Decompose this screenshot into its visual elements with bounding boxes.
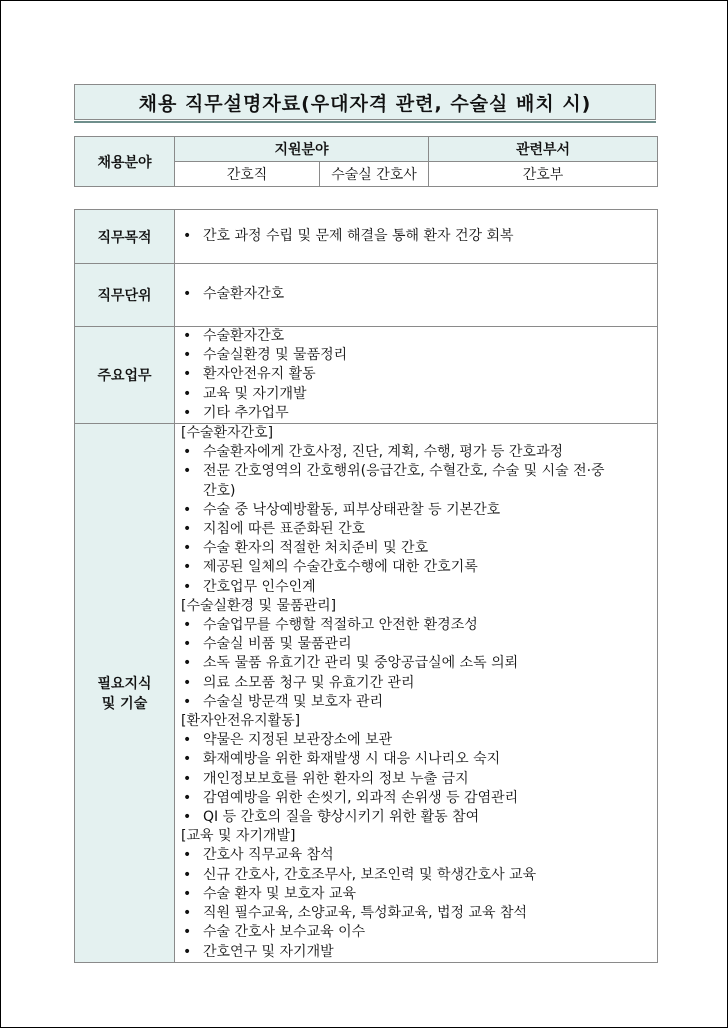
list-item: • 의료 소모품 청구 및 유효기간 관리 — [181, 674, 657, 693]
list-item: • 수술실 비품 및 물품관리 — [181, 635, 657, 654]
list-item: • 교육 및 자기개발 — [181, 385, 657, 404]
list-item: • 수술실환경 및 물품정리 — [181, 346, 657, 365]
list-item: • 수술환자간호 — [181, 327, 657, 346]
skills-label-line1: 필요지식 — [97, 675, 152, 692]
title-underline — [74, 121, 656, 123]
recruit-table — [74, 136, 658, 187]
list-item: • 수술 중 낙상예방활동, 피부상태관찰 등 기본간호 — [181, 501, 657, 520]
list-item: • 지침에 따른 표준화된 간호 — [181, 520, 657, 539]
section-heading: [수술환자간호] — [181, 425, 274, 442]
purpose-label: 직무목적 — [75, 210, 175, 264]
job-detail-cell: 수술실 간호사 — [320, 162, 429, 187]
unit-label: 직무단위 — [75, 264, 175, 327]
list-item: • 수술 환자 및 보호자 교육 — [181, 885, 657, 904]
main-duties-label: 주요업무 — [75, 327, 175, 424]
section-heading: [환자안전유지활동] — [181, 713, 301, 730]
list-item: • 제공된 일체의 수술간호수행에 대한 간호기록 — [181, 558, 657, 577]
main-duties-content — [175, 327, 658, 424]
skills-label-line2: 및 기술 — [101, 695, 148, 712]
section-heading: [수술실환경 및 물품관리] — [181, 597, 337, 614]
list-item: • 수술실 방문객 및 보호자 관리 — [181, 693, 657, 712]
list-item: • 간호사 직무교육 참석 — [181, 846, 657, 865]
list-item: • 개인정보보호를 위한 환자의 정보 누출 금지 — [181, 770, 657, 789]
recruit-field-label: 채용분야 — [75, 137, 175, 187]
list-item-continuation: 간호) — [203, 482, 236, 499]
list-item: • QI 등 간호의 질을 향상시키기 위한 활동 참여 — [181, 808, 657, 827]
apply-field-header: 지원분야 — [175, 137, 429, 162]
document-title: 채용 직무설명자료(우대자격 관련, 수술실 배치 시) — [74, 84, 656, 120]
skills-label — [75, 424, 175, 963]
list-item: • 수술 간호사 보수교육 이수 — [181, 923, 657, 942]
list-item: • 감염예방을 위한 손씻기, 외과적 손위생 등 감염관리 — [181, 789, 657, 808]
list-item: • 기타 추가업무 — [181, 404, 657, 423]
section-heading: [교육 및 자기개발] — [181, 828, 296, 845]
dept-header: 관련부서 — [429, 137, 658, 162]
list-item: • 신규 간호사, 간호조무사, 보조인력 및 학생간호사 교육 — [181, 866, 657, 885]
list-item: • 간호 과정 수립 및 문제 해결을 통해 환자 건강 회복 — [181, 227, 657, 246]
list-item: • 수술업무를 수행할 적절하고 안전한 환경조성 — [181, 616, 657, 635]
list-item: • 수술 환자의 적절한 처치준비 및 간호 — [181, 539, 657, 558]
list-item: • 수술환자에게 간호사정, 진단, 계획, 수행, 평가 등 간호과정 — [181, 443, 657, 462]
list-item: • 수술환자간호 — [181, 285, 657, 304]
skills-content — [175, 424, 658, 963]
list-item: • 간호연구 및 자기개발 — [181, 943, 657, 962]
unit-content — [175, 264, 658, 327]
list-item: • 간호업무 인수인계 — [181, 578, 657, 597]
job-description-table — [74, 209, 658, 963]
list-item: • 전문 간호영역의 간호행위(응급간호, 수혈간호, 수술 및 시술 전·중 — [181, 462, 657, 481]
purpose-content — [175, 210, 658, 264]
list-item: • 약물은 지정된 보관장소에 보관 — [181, 731, 657, 750]
dept-cell: 간호부 — [429, 162, 658, 187]
job-type-cell: 간호직 — [175, 162, 320, 187]
list-item: • 화재예방을 위한 화재발생 시 대응 시나리오 숙지 — [181, 750, 657, 769]
list-item: • 환자안전유지 활동 — [181, 365, 657, 384]
list-item: • 소독 물품 유효기간 관리 및 중앙공급실에 소독 의뢰 — [181, 654, 657, 673]
list-item: • 직원 필수교육, 소양교육, 특성화교육, 법정 교육 참석 — [181, 904, 657, 923]
